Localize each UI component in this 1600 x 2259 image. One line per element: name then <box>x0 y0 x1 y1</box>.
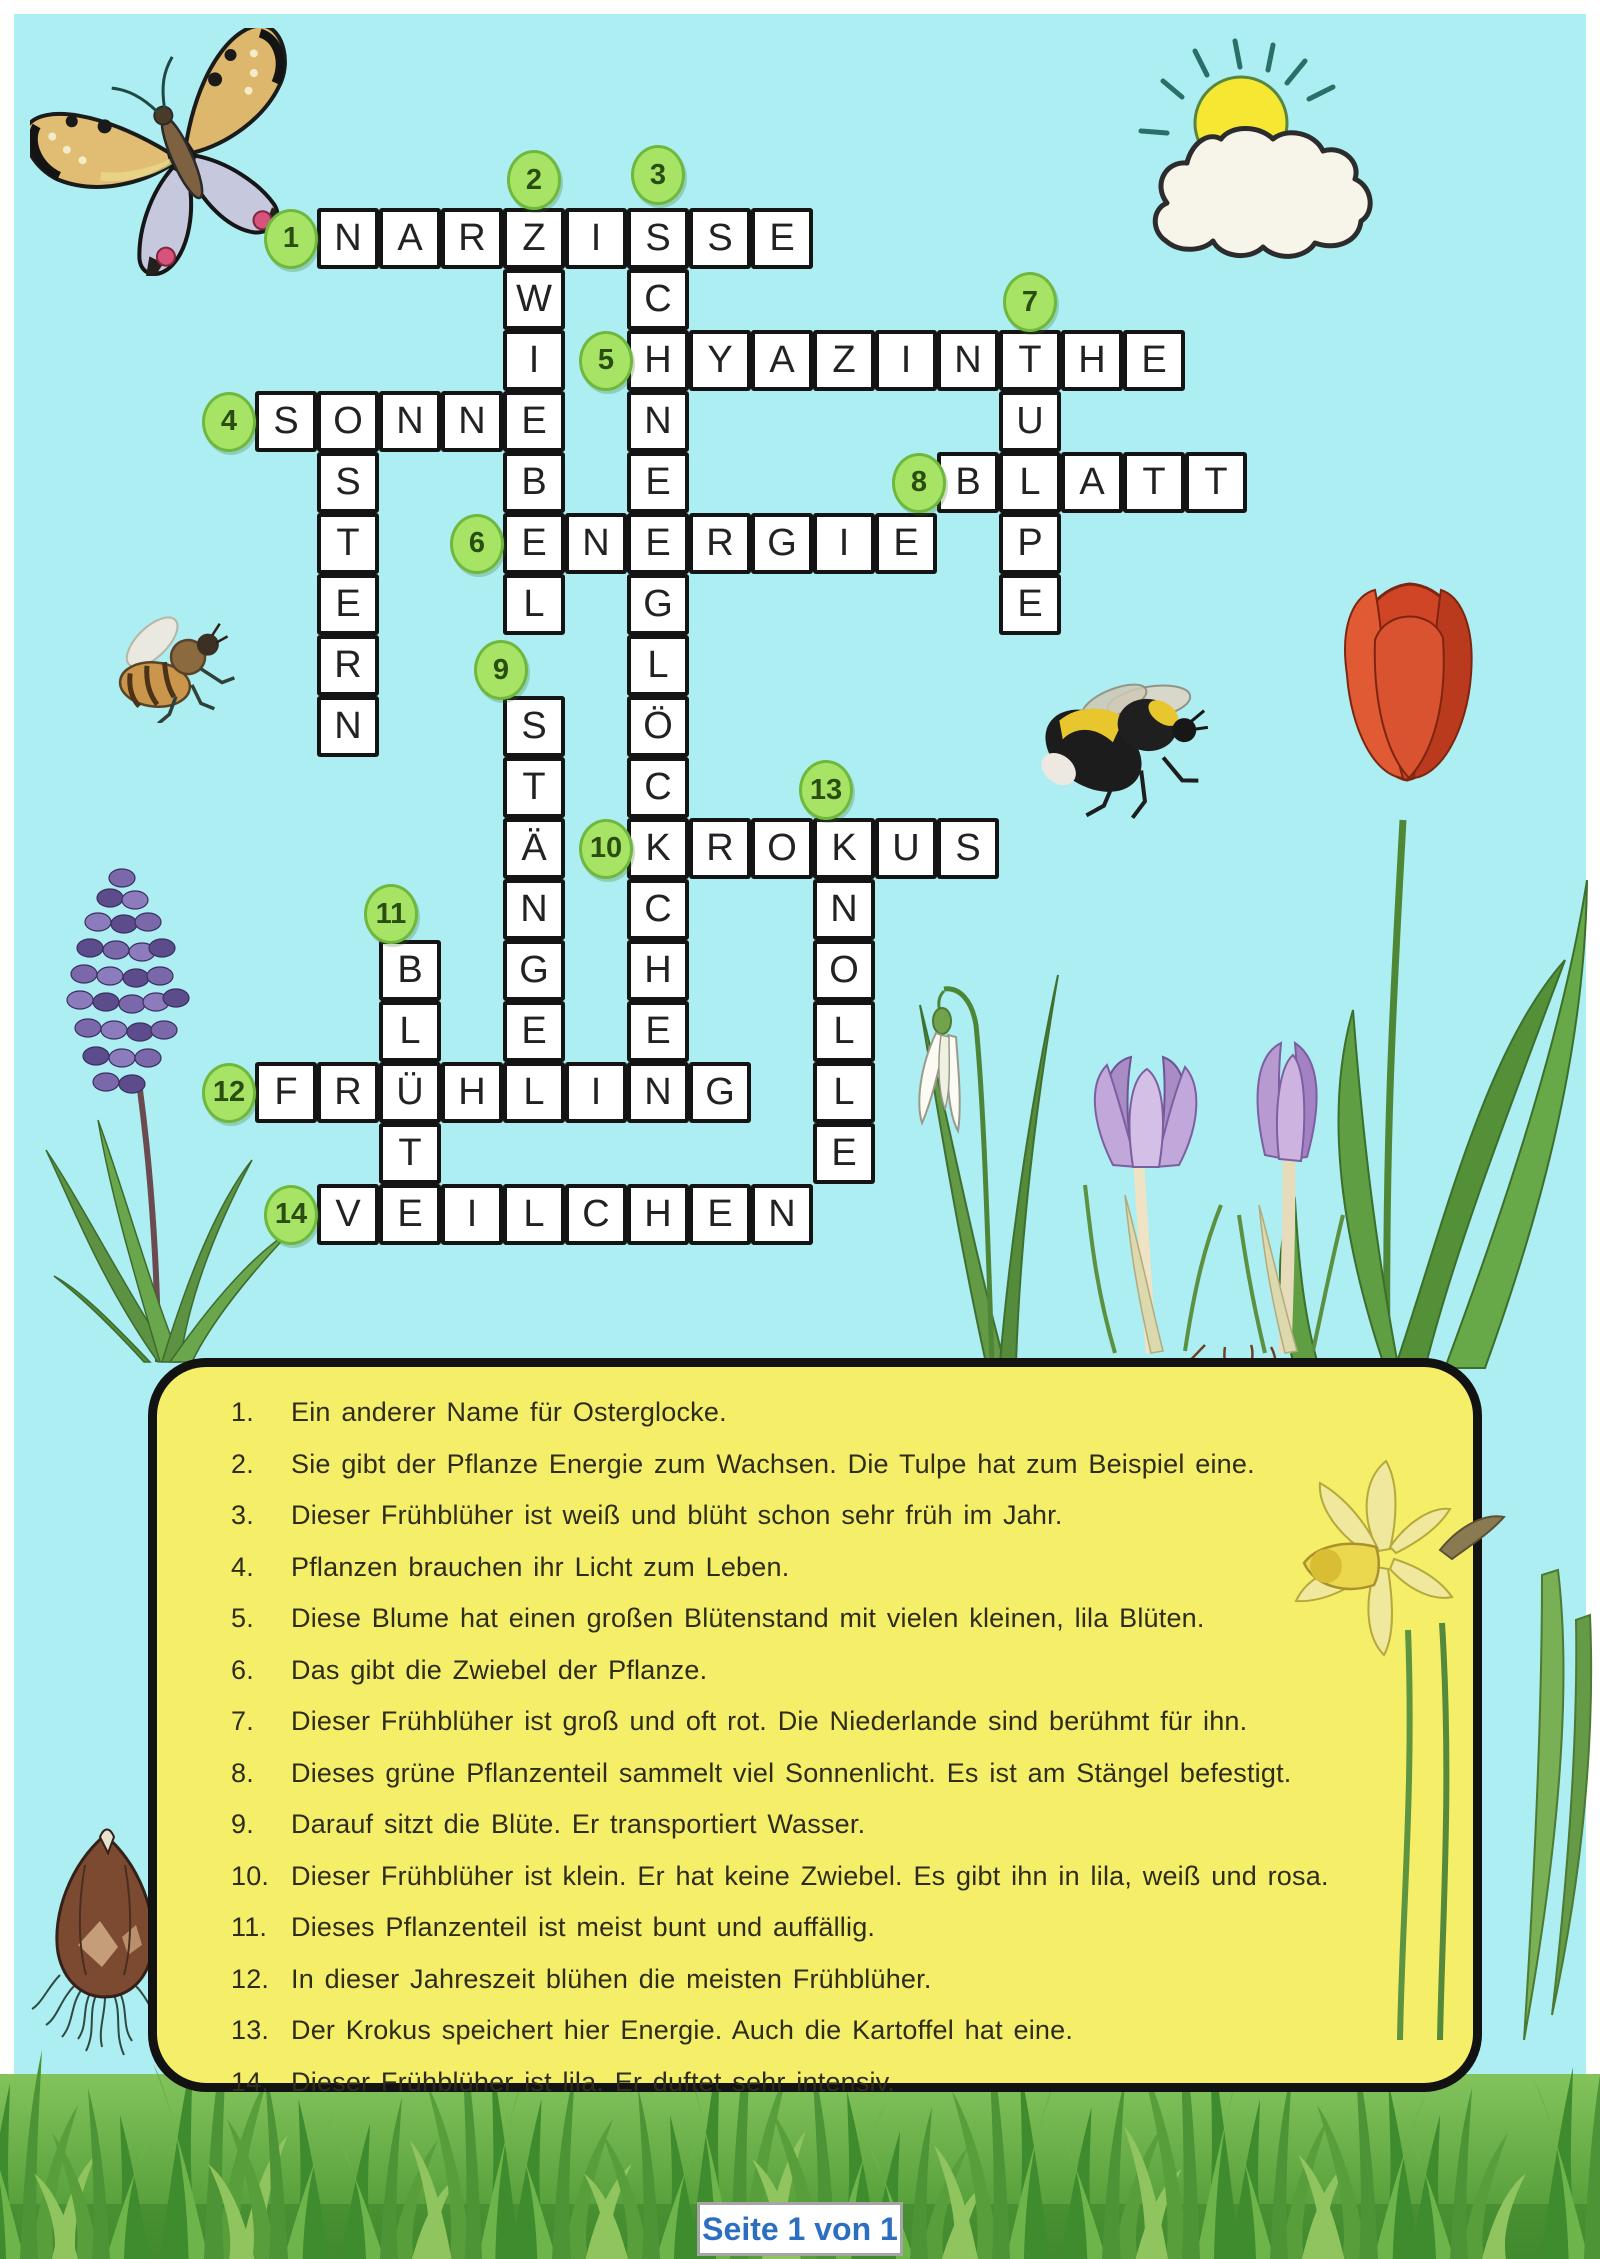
clue-item <box>231 1706 1443 1736</box>
clue-text: Darauf sitzt die Blüte. Er transportiert Wasser. <box>291 1809 866 1839</box>
clue-number: 14. <box>231 2066 270 2097</box>
crossword-cell[interactable]: I <box>875 330 937 391</box>
crossword-cell[interactable]: T <box>1185 452 1247 513</box>
crossword-cell[interactable]: S <box>689 208 751 269</box>
crossword-cell[interactable]: O <box>813 940 875 1001</box>
crossword-cell[interactable]: N <box>317 208 379 269</box>
crossword-cell[interactable]: A <box>1061 452 1123 513</box>
clue-number: 8. <box>231 1757 254 1788</box>
crossword-cell[interactable]: R <box>317 1062 379 1123</box>
clue-number: 12. <box>231 1963 270 1994</box>
clue-text: Dieses Pflanzenteil ist meist bunt und auffällig. <box>291 1912 876 1942</box>
clue-item <box>231 1397 1443 1427</box>
crossword-cell[interactable]: S <box>255 391 317 452</box>
clue-item <box>231 1758 1443 1788</box>
crossword-cell[interactable]: E <box>503 513 565 574</box>
crossword-cell[interactable]: L <box>503 574 565 635</box>
crossword-cell[interactable]: Z <box>503 208 565 269</box>
crossword-cell[interactable]: U <box>999 391 1061 452</box>
clue-text: Dieser Frühblüher ist groß und oft rot. Die Niederlande sind berühmt für ihn. <box>291 1706 1248 1736</box>
crossword-cell[interactable]: B <box>503 452 565 513</box>
crossword-cell[interactable]: L <box>379 1001 441 1062</box>
crossword-cell[interactable]: E <box>627 452 689 513</box>
daffodil-illustration <box>1290 1455 1600 2050</box>
clue-item <box>231 1552 1443 1582</box>
crossword-cell[interactable]: N <box>751 1184 813 1245</box>
crossword-cell[interactable]: R <box>689 513 751 574</box>
clue-number: 7. <box>231 1706 254 1736</box>
bumblebee-illustration <box>1025 660 1225 825</box>
clue-text: Pflanzen brauchen ihr Licht zum Leben. <box>291 1551 790 1582</box>
clue-number: 13. <box>231 2015 270 2045</box>
crossword-cell[interactable]: Y <box>689 330 751 391</box>
clue-number: 10. <box>231 1860 270 1891</box>
clue-item <box>231 2015 1443 2045</box>
clue-text: Dieses grüne Pflanzenteil sammelt viel Sonnenlicht. Es ist am Stängel befestigt. <box>291 1757 1292 1788</box>
clue-box <box>148 1358 1482 2097</box>
clue-number-badge: 13 <box>799 760 853 820</box>
crocus-leaves <box>1085 1185 1343 1353</box>
crossword-cell[interactable]: C <box>627 757 689 818</box>
clue-number-badge: 4 <box>202 392 256 452</box>
crossword-cell[interactable]: T <box>317 513 379 574</box>
clue-number-badge: 6 <box>450 514 504 574</box>
crossword-cell[interactable]: N <box>565 513 627 574</box>
crossword-cell[interactable]: N <box>627 391 689 452</box>
crossword-cell[interactable]: A <box>751 330 813 391</box>
clue-number: 11. <box>231 1912 268 1942</box>
muscari-florets <box>67 869 189 1093</box>
crocus-illustration <box>1055 1035 1365 1365</box>
crossword-cell[interactable]: Ü <box>379 1062 441 1123</box>
crossword-cell[interactable]: G <box>627 574 689 635</box>
crossword-cell[interactable]: I <box>565 1062 627 1123</box>
crossword-cell[interactable]: S <box>627 208 689 269</box>
crossword-cell[interactable]: R <box>317 635 379 696</box>
clue-item <box>231 1655 1443 1685</box>
crossword-cell[interactable]: O <box>317 391 379 452</box>
clue-text: In dieser Jahreszeit blühen die meisten Frühblüher. <box>291 1963 932 1994</box>
crossword-cell[interactable]: L <box>813 1001 875 1062</box>
clue-number-badge: 11 <box>364 884 418 944</box>
crossword-cell[interactable]: E <box>627 1001 689 1062</box>
crossword-cell[interactable]: N <box>627 1062 689 1123</box>
crossword-cell[interactable]: S <box>503 696 565 757</box>
honey-bee-illustration <box>100 608 250 723</box>
crossword-cell[interactable]: E <box>503 391 565 452</box>
crossword-cell[interactable]: L <box>503 1184 565 1245</box>
page-indicator-label: Seite 1 von 1 <box>702 2210 898 2247</box>
crossword-cell[interactable]: U <box>875 818 937 879</box>
crossword-cell[interactable]: H <box>441 1062 503 1123</box>
clue-number-badge: 10 <box>579 819 633 879</box>
crossword-cell[interactable]: N <box>813 879 875 940</box>
clue-number-badge: 3 <box>631 145 685 205</box>
crossword-cell[interactable]: I <box>503 330 565 391</box>
page-indicator <box>697 2202 903 2256</box>
crossword-cell[interactable]: E <box>813 1123 875 1184</box>
crossword-cell[interactable]: C <box>627 879 689 940</box>
crossword-cell[interactable]: B <box>937 452 999 513</box>
crossword-cell[interactable]: S <box>317 452 379 513</box>
clue-number-badge: 2 <box>507 150 561 210</box>
clue-item <box>231 1912 1443 1942</box>
clue-text: Dieser Frühblüher ist lila. Er duftet sehr intensiv. <box>291 2066 896 2097</box>
crossword-cell[interactable]: G <box>503 940 565 1001</box>
clue-number-badge: 5 <box>579 331 633 391</box>
crossword-cell[interactable]: I <box>441 1184 503 1245</box>
crossword-cell[interactable]: R <box>689 818 751 879</box>
crossword-cell[interactable]: T <box>379 1123 441 1184</box>
crossword-cell[interactable]: T <box>503 757 565 818</box>
crossword-cell[interactable]: E <box>627 513 689 574</box>
crossword-cell[interactable]: S <box>937 818 999 879</box>
crossword-cell[interactable]: A <box>379 208 441 269</box>
clue-number: 9. <box>231 1809 254 1839</box>
clue-text: Ein anderer Name für Osterglocke. <box>291 1397 727 1427</box>
crossword-cell[interactable]: L <box>627 635 689 696</box>
clue-number-badge: 7 <box>1003 272 1057 332</box>
crossword-cell[interactable]: I <box>565 208 627 269</box>
crossword-cell[interactable]: Ä <box>503 818 565 879</box>
crossword-cell[interactable]: T <box>999 330 1061 391</box>
crossword-cell[interactable]: N <box>379 391 441 452</box>
crossword-cell[interactable]: L <box>813 1062 875 1123</box>
crossword-cell[interactable]: K <box>813 818 875 879</box>
crossword-cell[interactable]: F <box>255 1062 317 1123</box>
clue-text: Das gibt die Zwiebel der Pflanze. <box>291 1654 708 1685</box>
crossword-cell[interactable]: E <box>317 574 379 635</box>
crossword-cell[interactable]: E <box>689 1184 751 1245</box>
clue-number-badge: 8 <box>892 453 946 513</box>
crossword-cell[interactable]: T <box>1123 452 1185 513</box>
crossword-cell[interactable]: N <box>503 879 565 940</box>
crossword-cell[interactable]: C <box>565 1184 627 1245</box>
clue-item <box>231 1861 1443 1891</box>
clue-number: 3. <box>231 1500 254 1530</box>
crossword-cell[interactable]: O <box>751 818 813 879</box>
crossword-cell[interactable]: Ö <box>627 696 689 757</box>
crossword-cell[interactable]: L <box>999 452 1061 513</box>
crossword-cell[interactable]: H <box>627 940 689 1001</box>
clue-item <box>231 1449 1443 1479</box>
clue-item <box>231 1964 1443 1994</box>
crossword-cell[interactable]: G <box>689 1062 751 1123</box>
crossword-cell[interactable]: E <box>751 208 813 269</box>
crossword-cell[interactable]: P <box>999 513 1061 574</box>
crossword-cell[interactable]: E <box>379 1184 441 1245</box>
crossword-cell[interactable]: Z <box>813 330 875 391</box>
crossword-cell[interactable]: G <box>751 513 813 574</box>
crossword-cell[interactable]: H <box>1061 330 1123 391</box>
crossword-cell[interactable]: E <box>1123 330 1185 391</box>
crossword-cell[interactable]: L <box>503 1062 565 1123</box>
clue-number-badge: 9 <box>474 640 528 700</box>
crossword-cell[interactable]: E <box>999 574 1061 635</box>
sun-behind-cloud-illustration <box>1135 35 1417 267</box>
clue-text: Diese Blume hat einen großen Blütenstand mit vielen kleinen, lila Blüten. <box>291 1603 1205 1633</box>
clue-number-badge: 14 <box>264 1185 318 1245</box>
crossword-cell[interactable]: N <box>441 391 503 452</box>
clue-number-badge: 12 <box>202 1063 256 1123</box>
crossword-cell[interactable]: H <box>627 330 689 391</box>
clue-item <box>231 1603 1443 1633</box>
crossword-cell[interactable]: I <box>813 513 875 574</box>
clue-number: 2. <box>231 1448 254 1479</box>
clue-number: 4. <box>231 1551 254 1582</box>
clue-item <box>231 1809 1443 1839</box>
clue-list <box>157 1367 1473 2097</box>
clue-text: Dieser Frühblüher ist weiß und blüht schon sehr früh im Jahr. <box>291 1500 1063 1530</box>
crossword-cell[interactable]: B <box>379 940 441 1001</box>
clue-text: Sie gibt der Pflanze Energie zum Wachsen. Die Tulpe hat zum Beispiel eine. <box>291 1448 1255 1479</box>
crossword-cell[interactable]: K <box>627 818 689 879</box>
clue-number: 1. <box>231 1397 254 1427</box>
clue-item <box>231 1500 1443 1530</box>
crossword-cell[interactable]: H <box>627 1184 689 1245</box>
crossword-cell[interactable]: N <box>937 330 999 391</box>
crossword-cell[interactable]: N <box>317 696 379 757</box>
crossword-cell[interactable]: R <box>441 208 503 269</box>
clue-text: Der Krokus speichert hier Energie. Auch die Kartoffel hat eine. <box>291 2015 1074 2045</box>
crossword-cell[interactable]: E <box>503 1001 565 1062</box>
clue-item <box>231 2067 1443 2097</box>
clue-number-badge: 1 <box>264 209 318 269</box>
crossword-cell[interactable]: V <box>317 1184 379 1245</box>
crossword-cell[interactable]: W <box>503 269 565 330</box>
clue-text: Dieser Frühblüher ist klein. Er hat keine Zwiebel. Es gibt ihn in lila, weiß und rosa. <box>291 1860 1329 1891</box>
clue-number: 5. <box>231 1603 254 1633</box>
crossword-cell[interactable]: C <box>627 269 689 330</box>
crossword-cell[interactable]: E <box>875 513 937 574</box>
clue-number: 6. <box>231 1654 254 1685</box>
